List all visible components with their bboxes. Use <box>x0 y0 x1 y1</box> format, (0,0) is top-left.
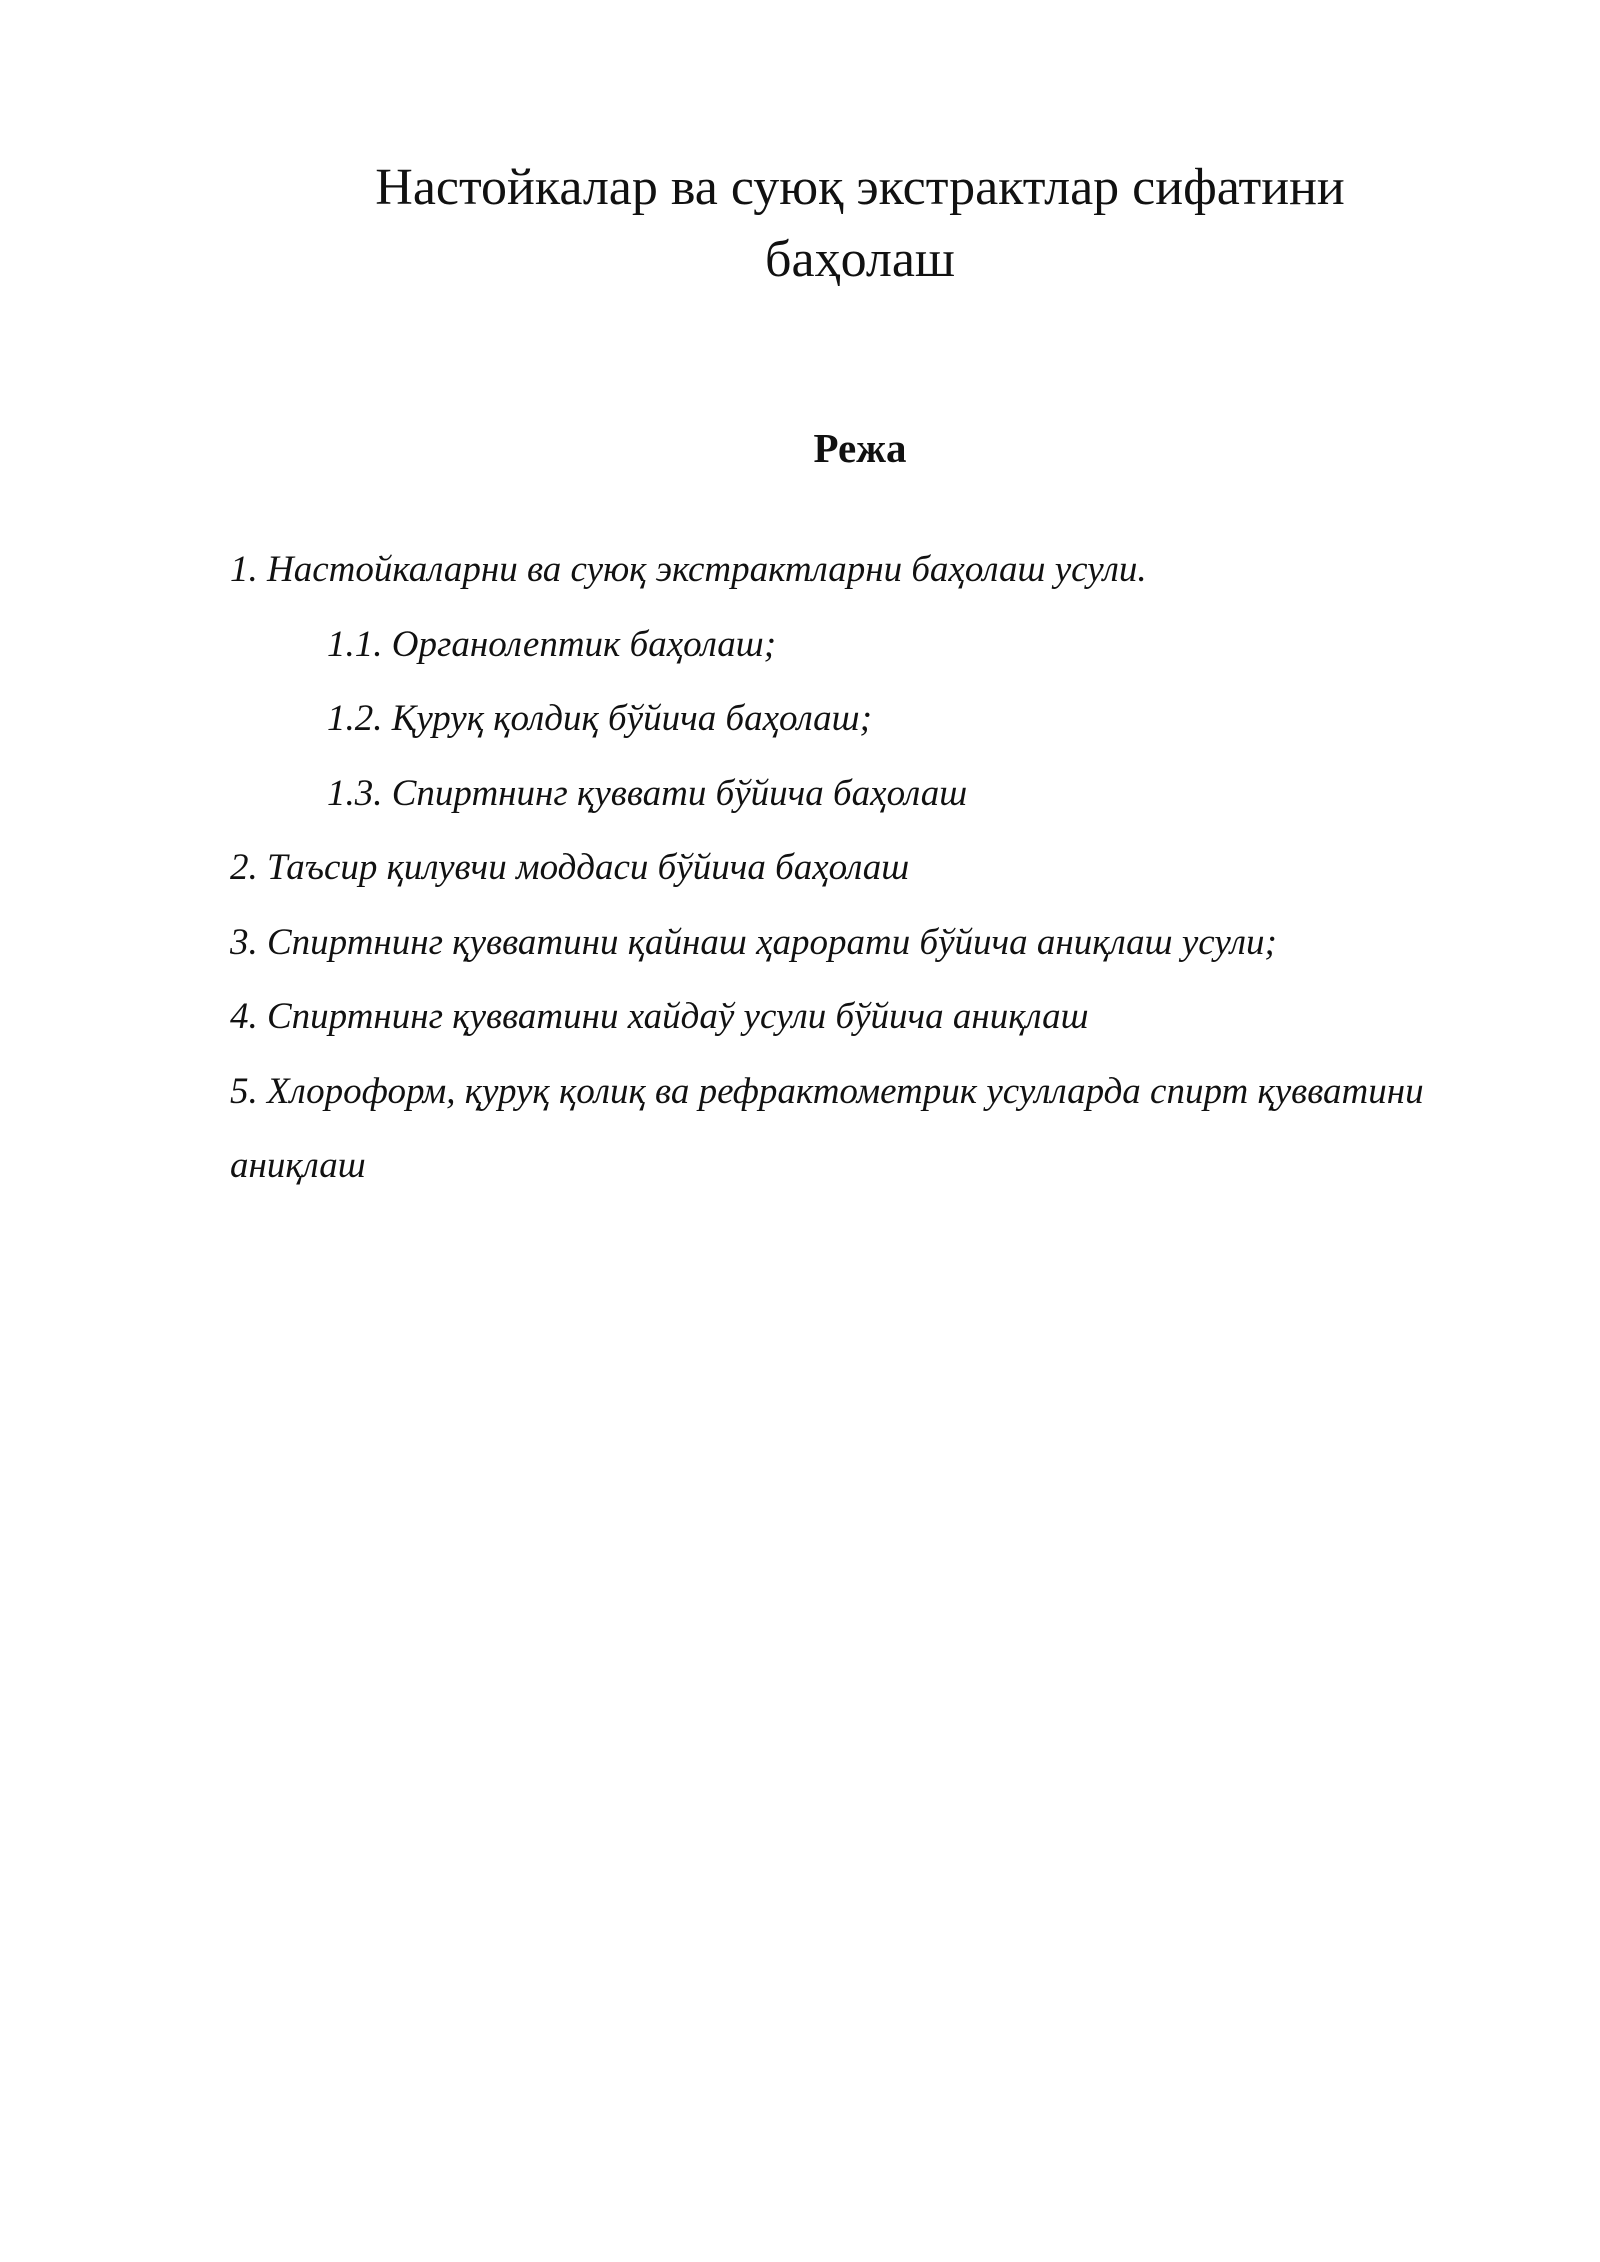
plan-item-1-2: 1.2. Қуруқ қолдиқ бўйича баҳолаш; <box>327 698 872 739</box>
plan-item-1-1: 1.1. Органолептик баҳолаш; <box>327 623 777 665</box>
plan-item-2: 2. Таъсир қилувчи моддаси бўйича баҳолаш <box>230 847 910 888</box>
document-title: Настойкалар ва суюқ экстрактлар сифатини баҳолаш <box>375 159 1345 288</box>
plan-item-1-3: 1.3. Спиртнинг қуввати бўйича баҳолаш <box>327 772 968 814</box>
plan-item-1: 1. Настойкаларни ва суюқ экстрактларни баҳолаш усули. <box>230 549 1147 590</box>
plan-item-3: 3. Спиртнинг қувватини қайнаш ҳарорати бўйича аниқлаш усули; <box>230 921 1277 963</box>
plan-list <box>230 533 1490 1204</box>
plan-item-5: 5. Хлороформ, қуруқ қолиқ ва рефрактометрик усулларда спирт қувватини аниқлаш <box>230 1070 1424 1186</box>
plan-heading: Режа <box>813 425 907 471</box>
plan-item-4: 4. Спиртнинг қувватини хайдаў усули бўйича аниқлаш <box>230 996 1089 1037</box>
